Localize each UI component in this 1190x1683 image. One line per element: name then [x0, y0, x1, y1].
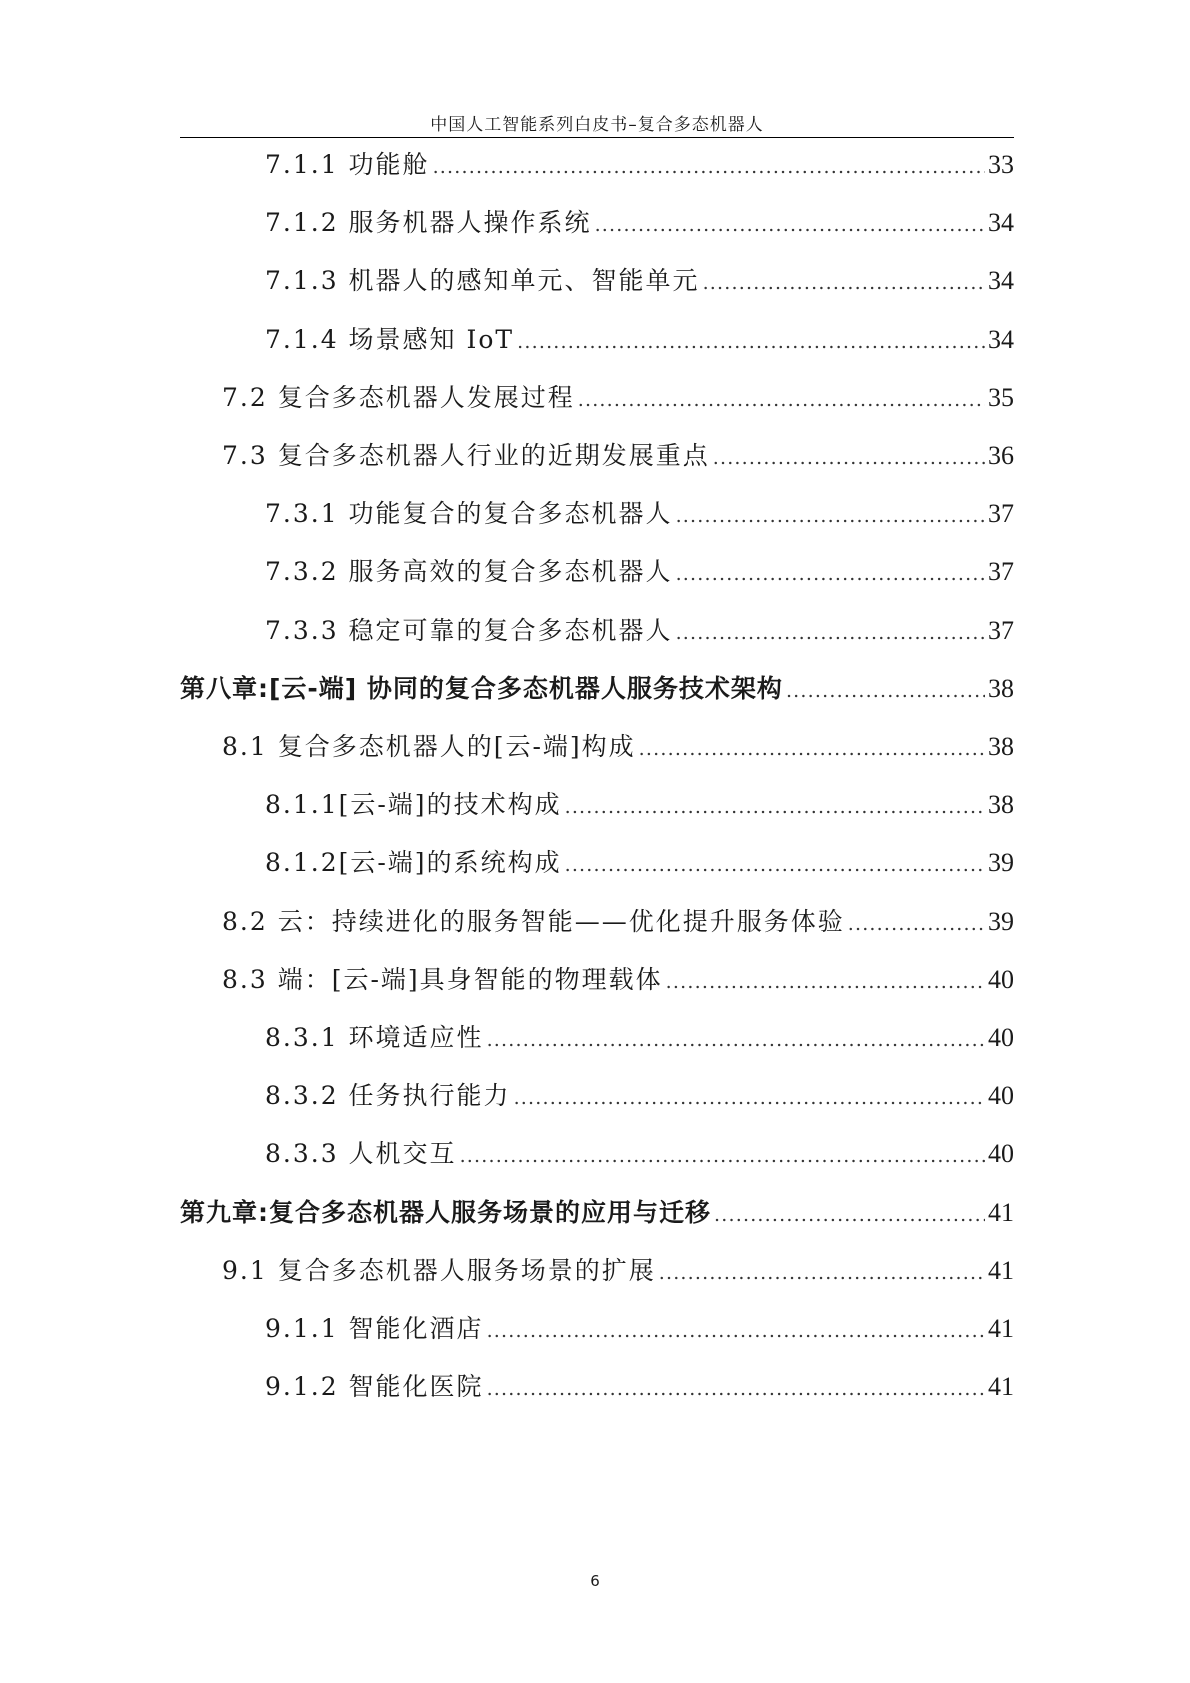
- toc-entry-page-number: 40: [988, 1081, 1014, 1111]
- toc-entry-page-number: 33: [988, 150, 1014, 179]
- toc-entry-title: 7.1.1 功能舱: [265, 150, 430, 179]
- toc-entry-title: 7.3 复合多态机器人行业的近期发展重点: [222, 441, 710, 470]
- toc-entry-title: 9.1.1 智能化酒店: [265, 1314, 484, 1343]
- toc-entry-title: 8.2 云：持续进化的服务智能——优化提升服务体验: [222, 906, 845, 936]
- toc-dot-leader: [714, 1198, 985, 1232]
- toc-dot-leader: [676, 616, 985, 650]
- toc-dot-leader: [848, 907, 985, 941]
- toc-entry-page-number: 39: [988, 906, 1014, 936]
- toc-entry-page-number: 41: [988, 1372, 1014, 1402]
- toc-entry-title: 8.1.1[云-端]的技术构成: [265, 790, 562, 820]
- toc-entry-page-number: 36: [988, 441, 1014, 470]
- toc-entry-section[interactable]: [222, 381, 1014, 415]
- toc-entry-subsection[interactable]: [265, 1021, 1014, 1055]
- toc-dot-leader: [517, 325, 985, 359]
- toc-entry-page-number: 34: [988, 324, 1014, 354]
- toc-entry-page-number: 39: [988, 848, 1014, 878]
- toc-entry-title: 8.3.1 环境适应性: [265, 1023, 484, 1052]
- toc-entry-page-number: 37: [988, 615, 1014, 645]
- toc-dot-leader: [487, 1314, 985, 1348]
- toc-entry-title: 7.2 复合多态机器人发展过程: [222, 382, 575, 412]
- toc-entry-title: 7.1.2 服务机器人操作系统: [265, 208, 592, 238]
- toc-entry-title: 7.1.3 机器人的感知单元、智能单元: [265, 266, 700, 296]
- toc-dot-leader: [659, 1256, 985, 1290]
- toc-entry-page-number: 41: [988, 1197, 1014, 1227]
- toc-dot-leader: [703, 266, 985, 300]
- toc-entry-title: 7.3.3 稳定可靠的复合多态机器人: [265, 615, 673, 645]
- toc-entry-page-number: 34: [988, 266, 1014, 296]
- toc-entry-subsection[interactable]: [265, 148, 1014, 182]
- toc-entry-subsection[interactable]: [265, 846, 1014, 880]
- toc-entry-page-number: 38: [988, 673, 1014, 703]
- toc-entry-page-number: 38: [988, 732, 1014, 761]
- toc-entry-chapter[interactable]: [180, 1196, 1014, 1230]
- toc-dot-leader: [578, 383, 985, 417]
- toc-entry-title: 第八章:[云-端] 协同的复合多态机器人服务技术架构: [180, 673, 783, 703]
- toc-dot-leader: [487, 1023, 985, 1057]
- toc-dot-leader: [460, 1139, 985, 1173]
- toc-entry-page-number: 37: [988, 557, 1014, 587]
- toc-entry-section[interactable]: [222, 905, 1014, 939]
- toc-entry-page-number: 40: [988, 1023, 1014, 1052]
- toc-entry-page-number: 38: [988, 790, 1014, 820]
- toc-entry-page-number: 40: [988, 1139, 1014, 1169]
- toc-entry-title: 8.1 复合多态机器人的[云-端]构成: [222, 732, 636, 761]
- toc-entry-subsection[interactable]: [265, 1312, 1014, 1346]
- toc-entry-page-number: 41: [988, 1255, 1014, 1285]
- toc-entry-section[interactable]: [222, 1254, 1014, 1288]
- toc-entry-title: 8.1.2[云-端]的系统构成: [265, 848, 562, 878]
- toc-dot-leader: [433, 150, 985, 184]
- toc-dot-leader: [487, 1372, 985, 1406]
- page-number: 6: [590, 1572, 600, 1590]
- toc-entry-subsection[interactable]: [265, 1370, 1014, 1404]
- toc-entry-page-number: 41: [988, 1314, 1014, 1343]
- toc-entry-page-number: 34: [988, 208, 1014, 238]
- toc-entry-title: 7.1.4 场景感知 IoT: [265, 324, 515, 354]
- toc-entry-title: 7.3.2 服务高效的复合多态机器人: [265, 557, 673, 587]
- toc-entry-subsection[interactable]: [265, 1137, 1014, 1171]
- toc-entry-subsection[interactable]: [265, 614, 1014, 648]
- toc-dot-leader: [595, 208, 985, 242]
- toc-dot-leader: [713, 441, 985, 475]
- toc-dot-leader: [565, 848, 985, 882]
- toc-dot-leader: [786, 674, 985, 708]
- header-divider: [180, 137, 1014, 138]
- toc-dot-leader: [639, 732, 985, 766]
- toc-entry-subsection[interactable]: [265, 497, 1014, 531]
- toc-entry-subsection[interactable]: [265, 206, 1014, 240]
- toc-entry-title: 9.1 复合多态机器人服务场景的扩展: [222, 1255, 656, 1285]
- toc-entry-subsection[interactable]: [265, 264, 1014, 298]
- toc-entry-page-number: 40: [988, 964, 1014, 994]
- toc-dot-leader: [514, 1081, 985, 1115]
- toc-dot-leader: [565, 790, 985, 824]
- toc-entry-title: 8.3.2 任务执行能力: [265, 1081, 511, 1111]
- toc-entry-title: 9.1.2 智能化医院: [265, 1372, 484, 1402]
- toc-entry-page-number: 35: [988, 382, 1014, 412]
- toc-dot-leader: [676, 557, 985, 591]
- toc-entry-subsection[interactable]: [265, 1079, 1014, 1113]
- toc-entry-chapter[interactable]: [180, 672, 1014, 706]
- page-header: 中国人工智能系列白皮书–复合多态机器人: [430, 115, 764, 135]
- toc-entry-subsection[interactable]: [265, 323, 1014, 357]
- toc-entry-section[interactable]: [222, 963, 1014, 997]
- toc-entry-title: 8.3.3 人机交互: [265, 1139, 457, 1169]
- toc-dot-leader: [676, 499, 985, 533]
- toc-entry-title: 第九章:复合多态机器人服务场景的应用与迁移: [180, 1197, 711, 1227]
- toc-entry-title: 8.3 端：[云-端]具身智能的物理载体: [222, 964, 663, 994]
- toc-entry-subsection[interactable]: [265, 555, 1014, 589]
- toc-dot-leader: [666, 965, 985, 999]
- toc-entry-subsection[interactable]: [265, 788, 1014, 822]
- toc-entry-section[interactable]: [222, 439, 1014, 473]
- toc-entry-section[interactable]: [222, 730, 1014, 764]
- toc-entry-title: 7.3.1 功能复合的复合多态机器人: [265, 499, 673, 529]
- toc-entry-page-number: 37: [988, 499, 1014, 529]
